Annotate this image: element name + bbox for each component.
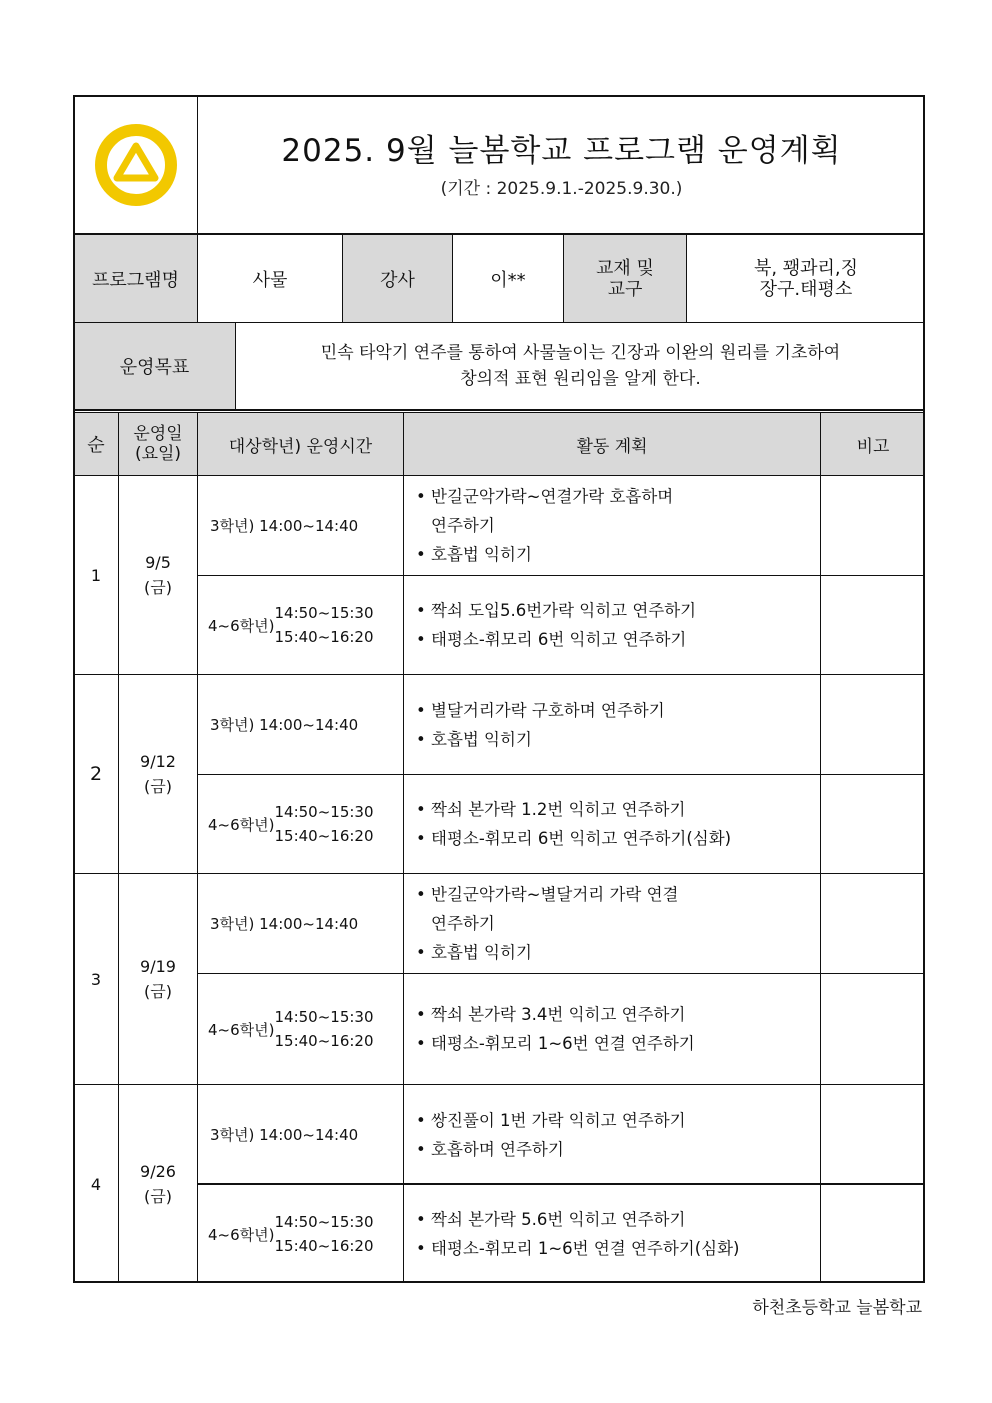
activity-plan — [404, 576, 820, 674]
activity-line — [416, 596, 820, 625]
activity-text: 태평소-휘모리 6번 익히고 연주하기 — [431, 630, 687, 649]
activity-line — [416, 625, 820, 654]
activity-plan — [404, 974, 820, 1084]
grade-time-cell: 3학년) 14:00~14:40 — [210, 517, 359, 535]
footer-school-name: 하천초등학교 늘봄학교 — [752, 1298, 922, 1318]
time-range: 14:50~15:30 — [274, 1213, 374, 1231]
session-number: 3 — [90, 969, 102, 989]
session-date-value: 9/19 — [140, 957, 176, 976]
session-number: 2 — [89, 763, 103, 785]
materials-value-line-2: 장구.태평소 — [759, 278, 853, 300]
grade-label: 4~6학년) — [208, 815, 275, 834]
bullet-icon: • — [416, 943, 426, 962]
grade-time-cell: 3학년) 14:00~14:40 — [210, 1126, 359, 1144]
activity-plan — [404, 1185, 820, 1283]
col-header-plan: 활동 계획 — [576, 436, 648, 457]
activity-line — [416, 795, 820, 824]
bullet-icon: • — [416, 545, 426, 564]
activity-text: 쌍진풀이 1번 가락 익히고 연주하기 — [431, 1110, 686, 1130]
note-cell — [821, 576, 925, 674]
note-cell — [821, 775, 925, 873]
time-range: 15:40~16:20 — [274, 827, 374, 845]
teacher-label: 강사 — [380, 269, 415, 291]
note-cell — [821, 675, 925, 774]
session-day-value: (금) — [144, 777, 172, 796]
activity-plan — [404, 775, 820, 873]
note-cell — [821, 1085, 925, 1184]
bullet-icon: • — [416, 1034, 426, 1053]
session-day-value: (금) — [144, 982, 172, 1001]
grade-time-cell: 3학년) 14:00~14:40 — [210, 915, 359, 933]
grade-time-cell — [198, 775, 403, 873]
session-date — [119, 476, 197, 674]
materials-value-line-1: 북, 꽹과리,징 — [753, 257, 859, 279]
teacher-value: 이** — [490, 269, 526, 291]
session-date-value: 9/12 — [140, 752, 176, 771]
time-range: 14:50~15:30 — [274, 1008, 374, 1026]
activity-text: 짝쇠 본가락 3.4번 익히고 연주하기 — [431, 1005, 686, 1024]
bullet-icon: • — [416, 1110, 426, 1130]
time-range: 14:50~15:30 — [274, 604, 374, 622]
activity-text: 연주하기 — [431, 914, 495, 933]
activity-text: 연주하기 — [431, 516, 495, 535]
activity-line — [416, 1135, 820, 1164]
activity-plan — [404, 476, 820, 575]
activity-text: 호흡법 익히기 — [431, 729, 532, 749]
col-header-date-line-2: (요일) — [134, 444, 182, 464]
activity-text: 태평소-휘모리 1~6번 연결 연주하기(심화) — [431, 1239, 740, 1258]
activity-text: 호흡법 익히기 — [431, 943, 532, 962]
time-range: 15:40~16:20 — [274, 1032, 374, 1050]
materials-value — [687, 235, 925, 322]
session-date — [119, 675, 197, 873]
activity-text: 태평소-휘모리 6번 익히고 연주하기(심화) — [431, 829, 732, 848]
activity-text: 별달거리가락 구호하며 연주하기 — [431, 700, 665, 720]
activity-line — [416, 540, 820, 569]
activity-text: 호흡하며 연주하기 — [431, 1139, 564, 1159]
session-number: 4 — [90, 1174, 102, 1194]
col-header-note: 비고 — [856, 436, 890, 457]
activity-line — [416, 1234, 820, 1263]
materials-label-line-2: 교구 — [607, 278, 643, 300]
bullet-icon: • — [416, 487, 426, 506]
activity-line — [416, 909, 820, 938]
grade-label: 4~6학년) — [208, 616, 275, 635]
time-range-list — [275, 601, 374, 649]
session-date-value: 9/5 — [145, 553, 171, 572]
grade-time-cell — [198, 576, 403, 674]
grade-label: 4~6학년) — [208, 1225, 275, 1244]
activity-text: 반길군악가락~연결가락 호흡하며 — [431, 487, 674, 506]
grade-time-cell — [198, 1185, 403, 1283]
activity-text: 짝쇠 본가락 1.2번 익히고 연주하기 — [431, 800, 686, 819]
goal-value-line-2: 창의적 표현 원리임을 알게 한다. — [460, 369, 701, 389]
col-header-date — [119, 413, 197, 475]
note-cell — [821, 874, 925, 973]
session-day-value: (금) — [144, 578, 172, 597]
page-title: 2025. 9월 늘봄학교 프로그램 운영계획 — [281, 132, 842, 169]
materials-label — [564, 235, 686, 322]
bullet-icon: • — [416, 829, 426, 848]
activity-line — [416, 482, 820, 511]
bullet-icon: • — [416, 601, 426, 620]
activity-line — [416, 824, 820, 853]
grade-time-cell — [198, 974, 403, 1084]
goal-label: 운영목표 — [119, 357, 190, 378]
time-range-list — [275, 1210, 374, 1258]
session-date — [119, 1085, 197, 1283]
bullet-icon: • — [416, 1239, 426, 1258]
bullet-icon: • — [416, 1210, 426, 1229]
time-range: 15:40~16:20 — [274, 1237, 374, 1255]
col-header-num: 순 — [87, 435, 105, 456]
session-date — [119, 874, 197, 1084]
bullet-icon: • — [416, 630, 426, 649]
activity-line — [416, 938, 820, 967]
activity-text: 반길군악가락~별달거리 가락 연결 — [431, 885, 679, 904]
activity-text: 짝쇠 도입5.6번가락 익히고 연주하기 — [431, 601, 697, 620]
grade-label: 4~6학년) — [208, 1020, 275, 1039]
activity-text: 짝쇠 본가락 5.6번 익히고 연주하기 — [431, 1210, 686, 1229]
time-range-list — [275, 1005, 374, 1053]
activity-text: 호흡법 익히기 — [431, 545, 532, 564]
materials-label-line-1: 교재 및 — [596, 257, 654, 279]
activity-plan — [404, 874, 820, 973]
bullet-icon: • — [416, 1005, 426, 1024]
session-date-value: 9/26 — [140, 1162, 176, 1181]
activity-line — [416, 880, 820, 909]
col-header-date-line-1: 운영일 — [133, 424, 183, 444]
activity-plan — [404, 1085, 820, 1184]
school-emblem-icon — [74, 97, 197, 233]
time-range: 15:40~16:20 — [274, 628, 374, 646]
goal-value-line-1: 민속 타악기 연주를 통하여 사물놀이는 긴장과 이완의 원리를 기초하여 — [320, 343, 841, 363]
grade-time-cell: 3학년) 14:00~14:40 — [210, 716, 359, 734]
program-name-label: 프로그램명 — [92, 269, 179, 291]
activity-line — [416, 725, 820, 754]
time-range-list — [275, 800, 374, 848]
bullet-icon: • — [416, 729, 426, 749]
activity-line — [416, 511, 820, 540]
bullet-icon: • — [416, 800, 426, 819]
bullet-icon: • — [416, 700, 426, 720]
bullet-icon: • — [416, 885, 426, 904]
period-text: (기간 : 2025.9.1.-2025.9.30.) — [440, 178, 683, 199]
activity-line — [416, 1106, 820, 1135]
activity-line — [416, 1029, 820, 1058]
activity-text: 태평소-휘모리 1~6번 연결 연주하기 — [431, 1034, 695, 1053]
activity-line — [416, 696, 820, 725]
note-cell — [821, 1185, 925, 1283]
activity-plan — [404, 675, 820, 774]
bullet-icon: • — [416, 1139, 426, 1159]
note-cell — [821, 476, 925, 575]
note-cell — [821, 974, 925, 1084]
col-header-time: 대상학년) 운영시간 — [228, 436, 373, 457]
time-range: 14:50~15:30 — [274, 803, 374, 821]
session-day-value: (금) — [144, 1187, 172, 1206]
program-name-value: 사물 — [252, 269, 288, 291]
activity-line — [416, 1000, 820, 1029]
session-number: 1 — [90, 565, 102, 585]
activity-line — [416, 1205, 820, 1234]
goal-value — [236, 323, 925, 409]
